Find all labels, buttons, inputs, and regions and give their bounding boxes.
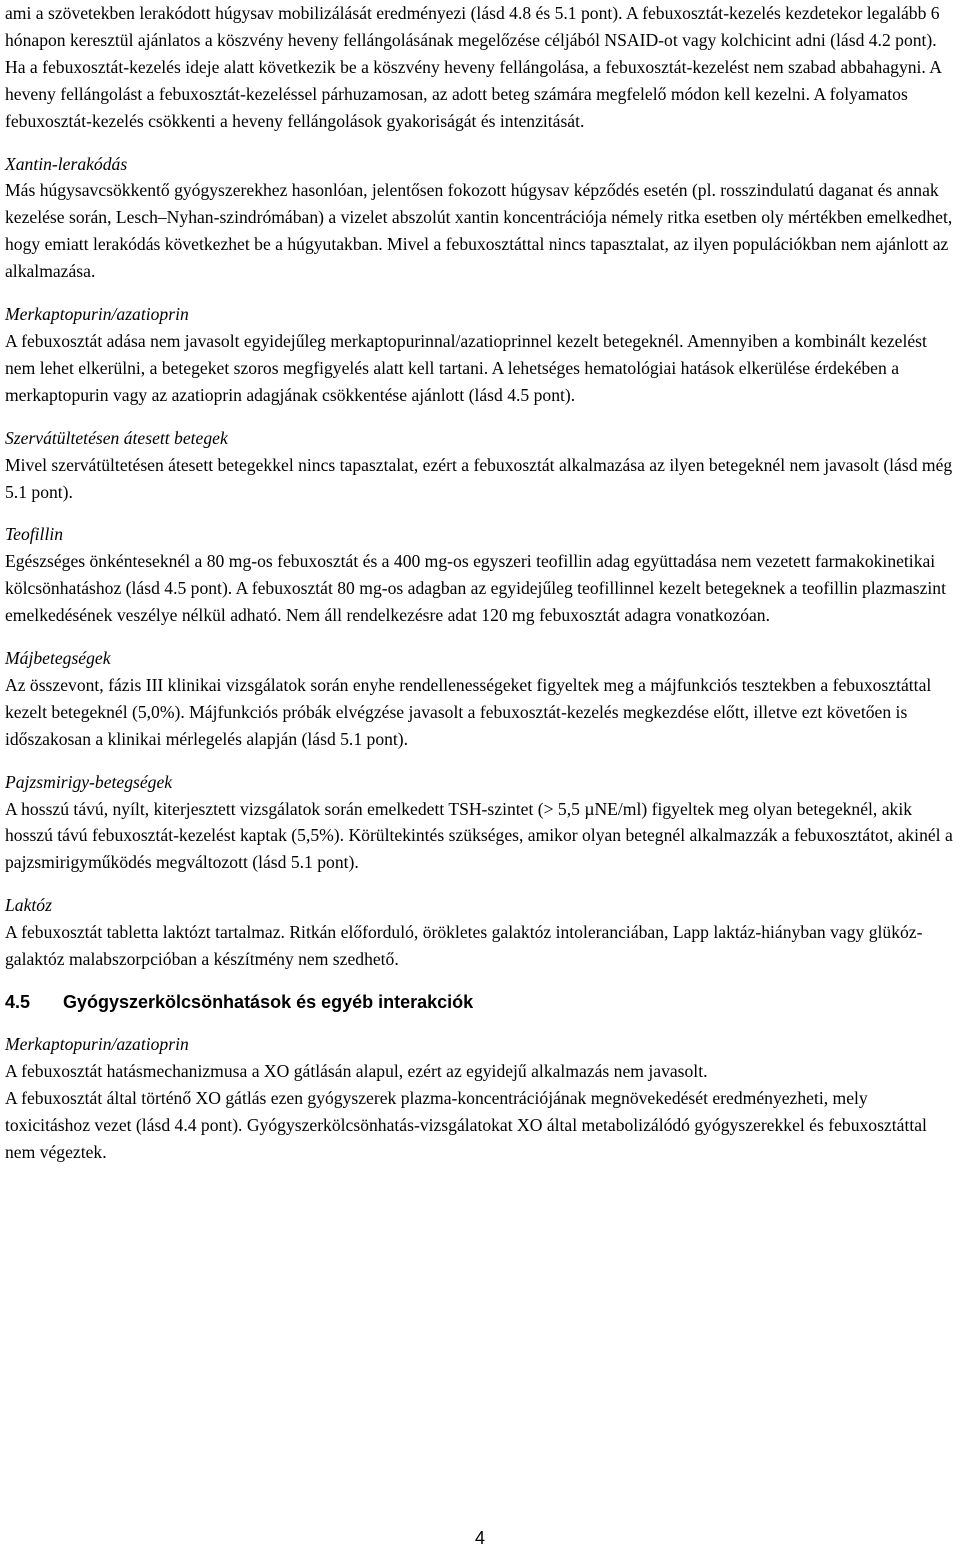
- intro-paragraph-2: Ha a febuxosztát-kezelés ideje alatt következik be a köszvény heveny fellángolása, a febuxosztát-kezelést nem szabad abbahagyni. A heveny fellángolást a febuxosztát-kezeléssel párhuzamosan, az adott beteg számára megfelelő módon kell kezelni. A folyamatos febuxosztát-kezelés csökkenti a heveny fellángolások gyakoriságát és intenzitását.: [5, 56, 941, 131]
- section-teofillin: [5, 521, 957, 629]
- section-body: Mivel szervátültetésen átesett betegekkel nincs tapasztalat, ezért a febuxosztát alkalmazása az ilyen betegeknél nem javasolt (lásd még 5.1 pont).: [5, 454, 953, 502]
- section-pajzsmirigy: [5, 769, 957, 877]
- section-body: A febuxosztát tabletta laktózt tartalmaz. Ritkán előforduló, örökletes galaktóz intoleranciában, Lapp laktáz-hiányban vagy glükóz-galaktóz malabszorpcióban a készítmény nem szedhető.: [5, 922, 923, 970]
- section-body: Egészséges önkénteseknél a 80 mg-os febuxosztát és a 400 mg-os egyszeri teofillin adag együttadása nem vezetett farmakokinetikai kölcsönhatáshoz (lásd 4.5 pont). A febuxosztát 80 mg-os adagban az egyidejűleg teofillinnel kezelt betegeknek a teofillin plazmaszint emelkedésének veszélye nélkül adható. Nem áll rendelkezésre adat 120 mg febuxosztát adagra vonatkozóan.: [5, 551, 946, 626]
- section-xantin: [5, 151, 957, 286]
- section-laktoz: [5, 892, 957, 973]
- section-szervatultetes: [5, 425, 957, 506]
- section-heading-4-5: [5, 989, 957, 1015]
- section-body-1: A febuxosztát hatásmechanizmusa a XO gátlásán alapul, ezért az egyidejű alkalmazás nem javasolt.: [5, 1060, 708, 1081]
- section-body: Más húgysavcsökkentő gyógyszerekhez hasonlóan, jelentősen fokozott húgysav képződés esetén (pl. rosszindulatú daganat és annak kezelése során, Lesch–Nyhan-szindrómában) a vizelet abszolút xantin koncentrációja némely ritka esetben oly mértékben emelkedhet, hogy emiatt lerakódás következhet be a húgyutakban. Mivel a febuxosztáttal nincs tapasztalat, az ilyen populációkban nem ajánlott az alkalmazása.: [5, 180, 953, 282]
- section-title: Pajzsmirigy-betegségek: [5, 771, 173, 792]
- document-page: [5, 0, 957, 1166]
- section-body-2: A febuxosztát által történő XO gátlás ezen gyógyszerek plazma-koncentrációjának megnövekedését eredményezheti, mely toxicitáshoz vezet (lásd 4.4 pont). Gyógyszerkölcsönhatás-vizsgálatokat XO által metabolizálódó gyógyszerekkel és febuxosztáttal nem végeztek.: [5, 1087, 927, 1162]
- section-title: Szervátültetésen átesett betegek: [5, 427, 228, 448]
- section-body: A hosszú távú, nyílt, kiterjesztett vizsgálatok során emelkedett TSH-szintet (> 5,5 µNE/ml) figyeltek meg olyan betegeknél, akik hosszú távú febuxosztát-kezelést kaptak (5,5%). Körültekintés szükséges, amikor olyan betegnél alkalmazzák a febuxosztátot, akinél a pajzsmirigyműködés megváltozott (lásd 5.1 pont).: [5, 798, 953, 873]
- section-title: Teofillin: [5, 524, 64, 545]
- section-merkaptopurin: [5, 301, 957, 409]
- section-title: Merkaptopurin/azatioprin: [5, 1034, 189, 1054]
- section-title: Laktóz: [5, 895, 52, 916]
- heading-number: 4.5: [5, 992, 31, 1012]
- page-number: 4: [474, 1528, 485, 1548]
- heading-title: Gyógyszerkölcsönhatások és egyéb interakciók: [63, 992, 474, 1012]
- section-body: Az összevont, fázis III klinikai vizsgálatok során enyhe rendellenességeket figyeltek meg a májfunkciós tesztekben a febuxosztáttal kezelt betegeknél (5,0%). Májfunkciós próbák elvégzése javasolt a febuxosztát-kezelés megkezdése előtt, illetve ezt követően is időszakosan a klinikai mérlegelés alapján (lásd 5.1 pont).: [5, 674, 932, 749]
- section-title: Májbetegségek: [5, 648, 111, 669]
- section-title: Merkaptopurin/azatioprin: [5, 304, 189, 325]
- section-45-merkaptopurin: [5, 1031, 957, 1166]
- section-majbetegsegek: [5, 645, 957, 753]
- section-title: Xantin-lerakódás: [5, 153, 128, 174]
- section-body: A febuxosztát adása nem javasolt egyidejűleg merkaptopurinnal/azatioprinnel kezelt betegeknél. Amennyiben a kombinált kezelést nem lehet elkerülni, a betegeket szoros megfigyelés alatt kell tartani. A lehetséges hematológiai hatások elkerülése érdekében a merkaptopurin vagy az azatioprin adagjának csökkentése ajánlott (lásd 4.5 pont).: [5, 330, 927, 405]
- intro-paragraph: ami a szövetekben lerakódott húgysav mobilizálását eredményezi (lásd 4.8 és 5.1 pont). A febuxosztát-kezelés kezdetekor legalább 6 hónapon keresztül ajánlatos a köszvény heveny fellángolásának megelőzése céljából NSAID-ot vagy kolchicint adni (lásd 4.2 pont).: [5, 3, 940, 50]
